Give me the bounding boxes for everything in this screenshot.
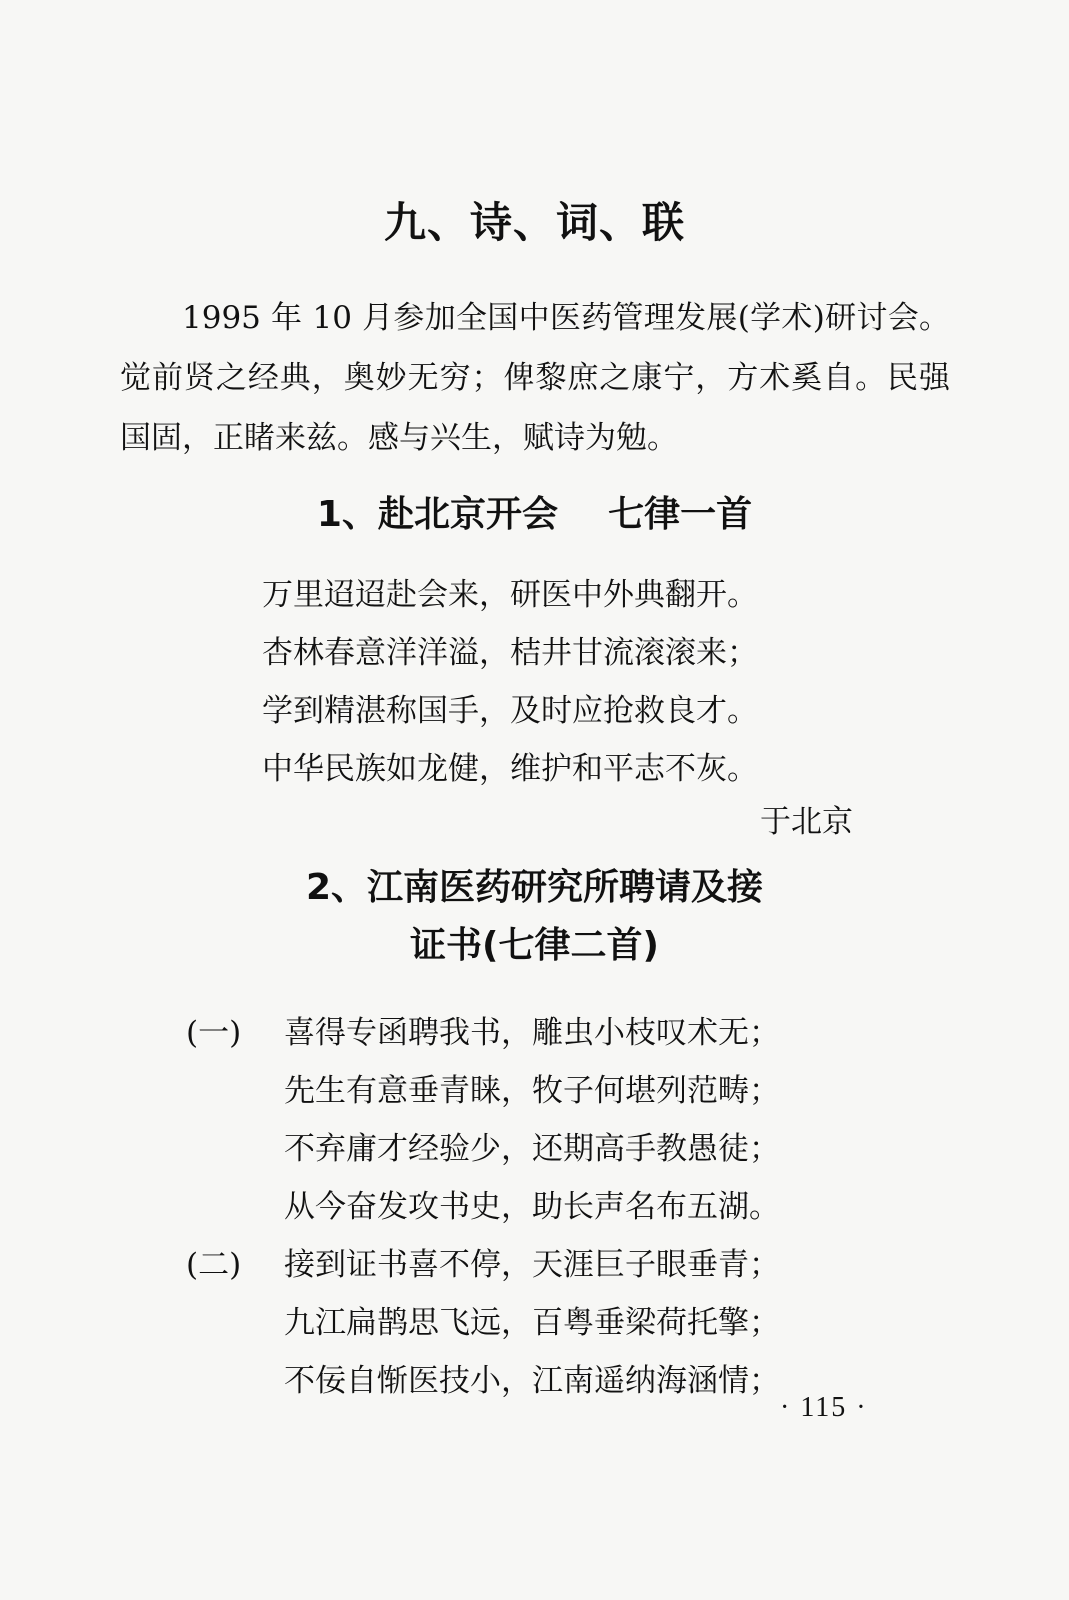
poem-2 xyxy=(186,1004,780,1410)
poem-1-attribution: 于北京 xyxy=(760,804,853,840)
stanza-1-line: 从今奋发攻书史，助长声名布五湖。 xyxy=(284,1189,780,1225)
poem-1-line: 万里迢迢赴会来，研医中外典翻开。 xyxy=(262,577,758,613)
stanza-1-line: 喜得专函聘我书，雕虫小枝叹术无； xyxy=(284,1015,780,1051)
stanza-1-row xyxy=(186,1004,780,1062)
poem-1 xyxy=(262,566,758,798)
intro-text: 1995 年 10 月参加全国中医药管理发展(学术)研讨会。觉前贤之经典，奥妙无穷；俾黎庶之康宁，方术奚自。民强国固，正睹来兹。感与兴生，赋诗为勉。 xyxy=(120,300,950,456)
section-2-title-line-1: 2、江南医药研究所聘请及接 xyxy=(305,867,764,908)
stanza-1-row xyxy=(186,1062,780,1120)
chapter-title: 九、诗、词、联 xyxy=(383,198,685,247)
stanza-1-line: 先生有意垂青睐，牧子何堪列范畴； xyxy=(284,1073,780,1109)
stanza-2-row xyxy=(186,1236,780,1294)
page-number: · 115 · xyxy=(780,1392,868,1423)
poem-1-line: 中华民族如龙健，维护和平志不灰。 xyxy=(262,751,758,787)
section-1-title: 1、赴北京开会 七律一首 xyxy=(316,494,753,535)
poem-1-line: 学到精湛称国手，及时应抢救良才。 xyxy=(262,693,758,729)
section-2-title-line-2: 证书(七律二首) xyxy=(410,925,659,966)
poem-1-line: 杏林春意洋洋溢，桔井甘流滚滚来； xyxy=(262,635,758,671)
stanza-2-line: 接到证书喜不停，天涯巨子眼垂青； xyxy=(284,1247,780,1283)
stanza-1-label: (一) xyxy=(186,1015,242,1051)
stanza-1-row xyxy=(186,1178,780,1236)
stanza-2-row xyxy=(186,1294,780,1352)
stanza-2-line: 不佞自惭医技小，江南遥纳海涵情； xyxy=(284,1363,780,1399)
stanza-1-row xyxy=(186,1120,780,1178)
stanza-2-line: 九江扁鹊思飞远，百粤垂梁荷托擎； xyxy=(284,1305,780,1341)
stanza-1-line: 不弃庸才经验少，还期高手教愚徒； xyxy=(284,1131,780,1167)
intro-paragraph xyxy=(120,288,950,468)
stanza-2-label: (二) xyxy=(186,1247,242,1283)
stanza-2-row xyxy=(186,1352,780,1410)
